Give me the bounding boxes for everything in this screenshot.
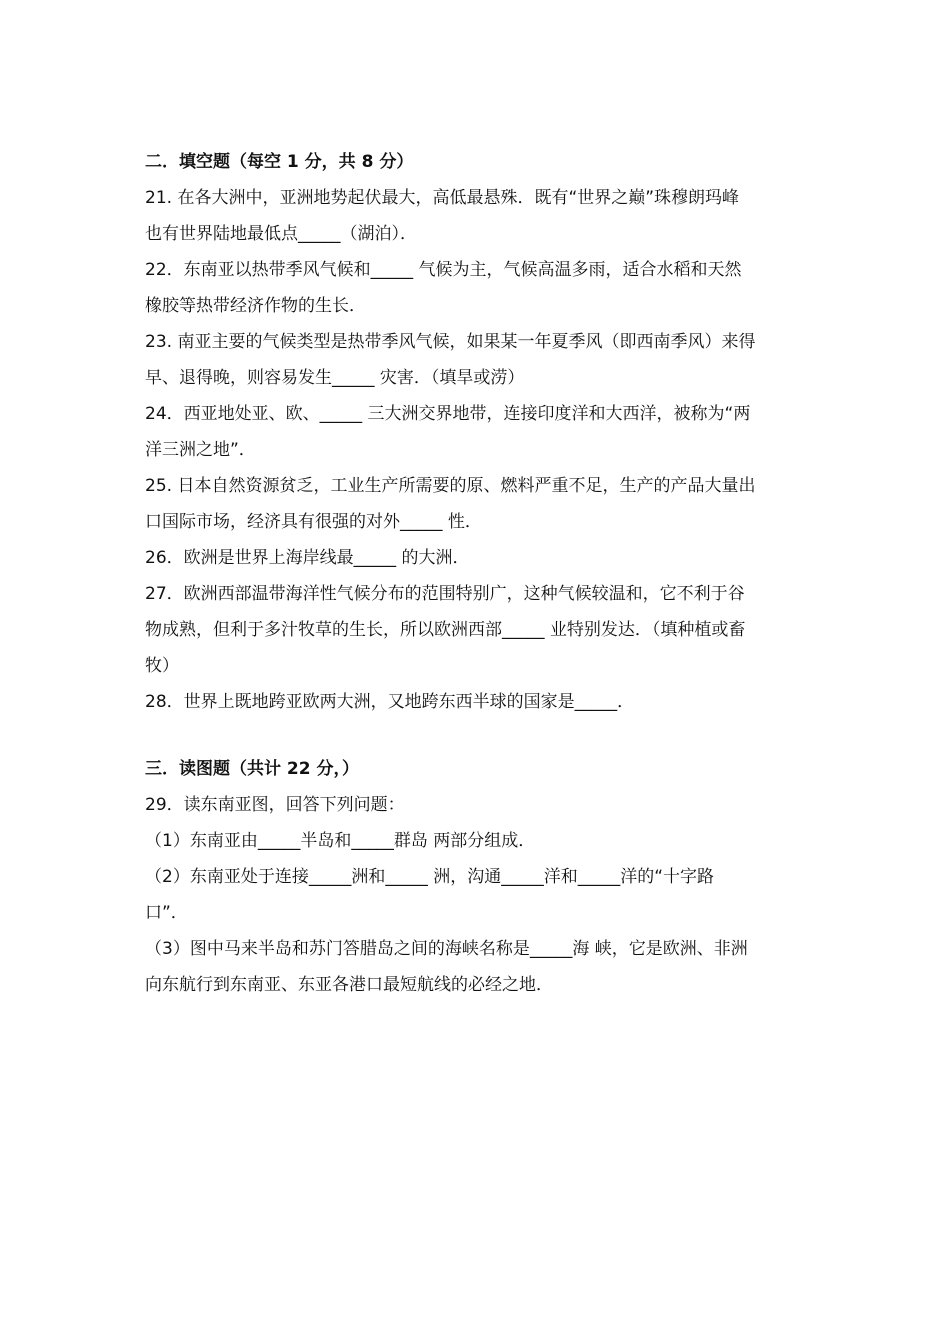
question-29-part-2-line-1: （2）东南亚处于连接_____洲和_____ 洲，沟通_____洋和_____洋的“十字路	[145, 867, 715, 887]
question-22-line-2: 橡胶等热带经济作物的生长．	[145, 296, 366, 316]
question-23-line-2: 早、退得晚，则容易发生_____ 灾害．（填旱或涝）	[145, 368, 525, 388]
section-spacer	[145, 726, 810, 757]
exam-page	[145, 150, 810, 1009]
question-21-line-1: 21. 在各大洲中，亚洲地势起伏最大，高低最悬殊．既有“世界之巅”珠穆朗玛峰	[145, 188, 740, 208]
question-25-line-2: 口国际市场，经济具有很强的对外_____ 性．	[145, 512, 482, 532]
question-27-line-1: 27．欧洲西部温带海洋性气候分布的范围特别广，这种气候较温和，它不利于谷	[145, 584, 745, 604]
section-3-heading: 三．读图题（共计 22 分，）	[145, 759, 359, 779]
question-29-part-1: （1）东南亚由_____半岛和_____群岛 两部分组成．	[145, 831, 536, 851]
question-29-part-3-line-1: （3）图中马来半岛和苏门答腊岛之间的海峡名称是_____海 峡，它是欧洲、非洲	[145, 939, 748, 959]
question-23-line-1: 23. 南亚主要的气候类型是热带季风气候，如果某一年夏季风（即西南季风）来得	[145, 332, 756, 352]
question-24-line-1: 24．西亚地处亚、欧、_____ 三大洲交界地带，连接印度洋和大西洋，被称为“两	[145, 404, 751, 424]
section-3-body	[145, 793, 810, 997]
question-27-line-2: 物成熟，但利于多汁牧草的生长，所以欧洲西部_____ 业特别发达．（填种植或畜	[145, 620, 746, 640]
section-2-body	[145, 186, 810, 714]
question-29-part-3-line-2: 向东航行到东南亚、东亚各港口最短航线的必经之地．	[145, 975, 553, 995]
question-29-line-1: 29．读东南亚图，回答下列问题：	[145, 795, 405, 815]
question-24-line-2: 洋三洲之地”．	[145, 440, 256, 460]
section-2-heading: 二．填空题（每空 1 分，共 8 分）	[145, 152, 414, 172]
question-26-line-1: 26．欧洲是世界上海岸线最_____ 的大洲．	[145, 548, 470, 568]
question-25-line-1: 25. 日本自然资源贫乏，工业生产所需要的原、燃料严重不足，生产的产品大量出	[145, 476, 756, 496]
question-21-line-2: 也有世界陆地最低点_____（湖泊）．	[145, 224, 417, 244]
question-22-line-1: 22．东南亚以热带季风气候和_____ 气候为主，气候高温多雨，适合水稻和天然	[145, 260, 742, 280]
question-28-line-1: 28．世界上既地跨亚欧两大洲，又地跨东西半球的国家是_____．	[145, 692, 635, 712]
question-27-line-3: 牧）	[145, 656, 179, 676]
question-29-part-2-line-2: 口”．	[145, 903, 188, 923]
